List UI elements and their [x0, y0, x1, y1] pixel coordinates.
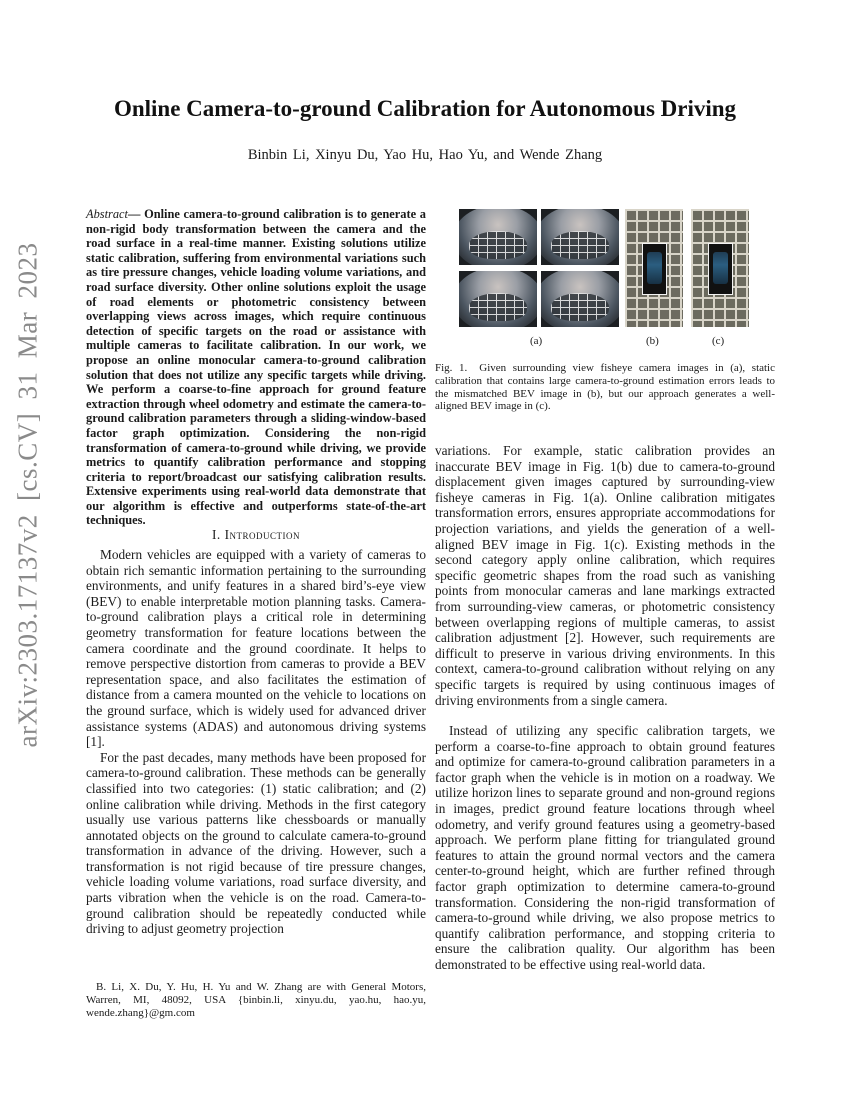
affiliation-footnote — [86, 981, 426, 1019]
introduction-left-column — [86, 547, 426, 937]
section-heading-introduction — [86, 527, 426, 543]
body-paragraph: For the past decades, many methods have been proposed for camera-to-ground calibration. These methods can be generally classified into two categories: (1) static calibration; and (2) online calibration while driving. Methods in the first category usually use various patterns like chessboards or manually annotated objects on the ground to calculate camera-to-ground transformation in advance of the driving. However, such a transformation is not rigid because of tire pressure changes, vehicle loading volume variations, road surface diversity, and parts vibration when the vehicle is on the road. Camera-to-ground calibration should be repeatedly conducted while driving to adjust geometry projection — [86, 749, 426, 937]
subfigure-label-a: (a) — [530, 335, 543, 347]
fisheye-image-rear — [541, 209, 619, 265]
introduction-right-column — [435, 443, 775, 973]
fisheye-image-right — [541, 271, 619, 327]
fisheye-image-front — [459, 209, 537, 265]
bev-image-mismatched — [625, 209, 683, 327]
figure-1-caption — [435, 362, 775, 413]
abstract-dash: — — [128, 207, 145, 221]
vehicle-icon — [708, 243, 733, 295]
section-number: I. — [211, 527, 225, 542]
body-paragraph: Instead of utilizing any specific calibration targets, we perform a coarse-to-fine approach to obtain ground features and optimize for camera-to-ground calibration parameters in a factor graph when the vehicle is in motion on a roadway. We utilize horizon lines to separate ground and non-ground regions in images, predict ground feature locations through wheel odometry, and verify ground features using a geometry-based approach. We perform plane fitting for triangulated ground features to attain the ground normal vectors and the camera center-to-ground height, which are further refined through factor graph optimization to determine camera-to-ground transformation. Considering the non-rigid transformation of camera-to-ground while driving, we also propose metrics to quantify calibration performance, and stopping criteria to ensure the calibration quality. Our algorithm has been demonstrated to be effective using real-world data. — [435, 723, 775, 972]
body-paragraph: variations. For example, static calibration provides an inaccurate BEV image in Fig. 1(b) due to camera-to-ground displacement given images captured by surrounding-view fisheye cameras in Fig. 1(a). Online calibration mitigates transformation errors, ensures appropriate accommodations for projection variations, and yields the generation of a well-aligned BEV image in Fig. 1(c). Existing methods in the second category apply online calibration, which requires specific geometric shapes from the road such as vanishing points from monocular cameras and lane markings extracted from surrounding-view cameras, or photometric consistency between overlapping regions of multiple cameras, to assist calibration adjustment [2]. However, such requirements are difficult to preserve in various driving environments. In this context, camera-to-ground calibration without relying on any specific targets is required by using continuous images of driving environments from a single camera. — [435, 443, 775, 708]
body-paragraph: Modern vehicles are equipped with a variety of cameras to obtain rich semantic information pertaining to the surrounding environments, and unify features in a shared bird’s-eye view (BEV) to enable interpretable motion planning tasks. Camera-to-ground calibration plays a critical role in determining geometry transformation for feature locations between the camera coordinate and the ground coordinate. It helps to remove perspective distortion from cameras to provide a BEV representation space, and also facilitates the estimation of distance from a camera mounted on the vehicle to locations on the ground surface, which is widely used for advanced driver assistance systems (ADAS) and autonomous driving systems [1]. — [86, 547, 426, 750]
vehicle-icon — [642, 243, 667, 295]
author-list: Binbin Li, Xinyu Du, Yao Hu, Hao Yu, and Wende Zhang — [247, 147, 603, 163]
fisheye-image-left — [459, 271, 537, 327]
subfigure-label-b: (b) — [646, 335, 659, 347]
figure-1 — [457, 207, 762, 347]
abstract — [86, 207, 426, 528]
section-title: Introduction — [224, 527, 300, 542]
arxiv-stamp-text: arXiv:2303.17137v2 [cs.CV] 31 Mar 2023 — [12, 242, 43, 748]
subfigure-label-c: (c) — [712, 335, 725, 347]
abstract-label: Abstract — [86, 207, 128, 221]
bev-image-aligned — [691, 209, 749, 327]
abstract-text: Online camera-to-ground calibration is to generate a non-rigid body transformation between the camera and the road surface in a real-time manner. Existing solutions utilize static calibration, suffering from environmental variations such as tire pressure changes, vehicle loading volume variations, and road surface diversity. Other online solutions exploit the usage of road elements or photometric consistency between overlapping views across images, which require continuous detection of specific targets on the road or assistance with multiple cameras to facilitate calibration. In our work, we propose an online monocular camera-to-ground calibration solution that does not utilize any specific targets while driving. We perform a coarse-to-fine approach for ground feature extraction through wheel odometry and estimate the camera-to-ground calibration parameters through a sliding-window-based factor graph optimization. Considering the non-rigid transformation of camera-to-ground while driving, we provide metrics to quantify calibration performance and stopping criteria to report/broadcast our satisfying calibration results. Extensive experiments using real-world data demonstrate that our algorithm is effective and outperforms state-of-the-art techniques. — [86, 207, 426, 528]
caption-label: Fig. 1. — [435, 362, 468, 374]
footnote-text: B. Li, X. Du, Y. Hu, H. Yu and W. Zhang are with General Motors, Warren, MI, 48092, USA {binbin.li, xinyu.du, yao.hu, hao.yu, wende.zhang}@gm.com — [86, 981, 426, 1019]
caption-text: Given surrounding view fisheye camera images in (a), static calibration that contains large camera-to-ground estimation errors leads to the mismatched BEV image in (b), but our approach generates a well-aligned BEV image in (c). — [435, 362, 775, 413]
paper-title: Online Camera-to-ground Calibration for Autonomous Driving — [113, 96, 737, 121]
arxiv-identifier-stamp — [8, 242, 48, 748]
